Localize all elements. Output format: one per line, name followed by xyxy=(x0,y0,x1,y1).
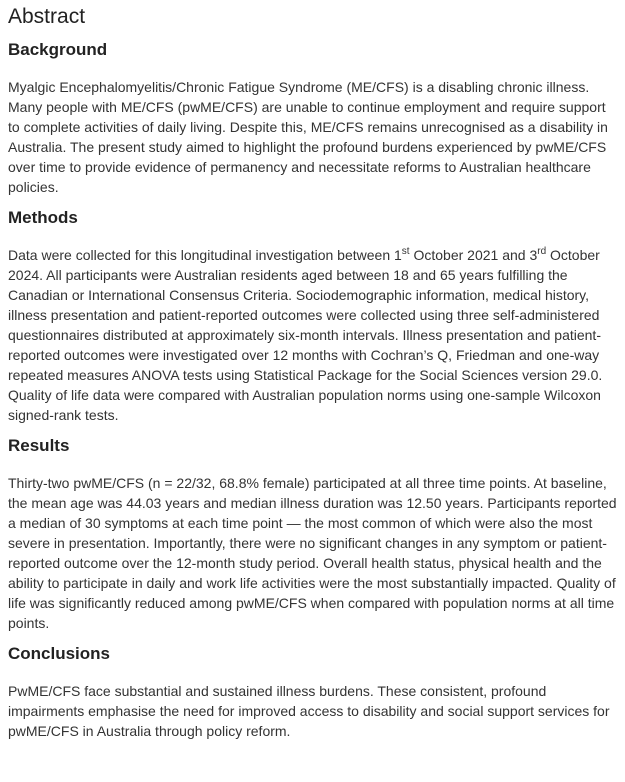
results-text: Thirty-two pwME/CFS (n = 22/32, 68.8% female) participated at all three time points. At baseline, the mean age was 44.03 years and median illness duration was 12.50 years. Participants reported a median of 30 symptoms at each time point — the most common of which were also the most severe in presentation. Importantly, there were no significant changes in any symptom or patient-reported outcome over the 12-month study period. Overall health status, physical health and the ability to participate in daily and work life activities were the most substantially impacted. Quality of life was significantly reduced among pwME/CFS when compared with population norms at all time points. xyxy=(8,475,617,631)
conclusions-section xyxy=(8,643,617,741)
abstract-title: Abstract xyxy=(8,5,86,28)
methods-sup-st: st xyxy=(401,246,410,257)
methods-section xyxy=(8,207,617,425)
results-heading: Results xyxy=(8,436,70,455)
methods-text xyxy=(8,245,617,425)
background-heading: Background xyxy=(8,40,108,59)
methods-sup-rd: rd xyxy=(537,246,547,257)
methods-heading: Methods xyxy=(8,208,78,227)
methods-text-part2: October 2021 and 3 xyxy=(409,247,538,263)
background-text: Myalgic Encephalomyelitis/Chronic Fatigue Syndrome (ME/CFS) is a disabling chronic illness. Many people with ME/CFS (pwME/CFS) are unable to continue employment and require support to complete activities of daily living. Despite this, ME/CFS remains unrecognised as a disability in Australia. The present study aimed to highlight the profound burdens experienced by pwME/CFS over time to provide evidence of permanency and necessitate reforms to Australian healthcare policies. xyxy=(8,79,608,195)
methods-text-part1: Data were collected for this longitudinal investigation between 1 xyxy=(8,247,402,263)
conclusions-text: PwME/CFS face substantial and sustained illness burdens. These consistent, profound impairments emphasise the need for improved access to disability and social support services for pwME/CFS in Australia through policy reform. xyxy=(8,683,610,739)
methods-text-part3: October 2024. All participants were Australian residents aged between 18 and 65 years fulfilling the Canadian or International Consensus Criteria. Sociodemographic information, medical history, illness presentation and patient-reported outcomes were collected using three self-administered questionnaires distributed at approximately six-month intervals. Illness presentation and patient-reported outcomes were investigated over 12 months with Cochran’s Q, Friedman and one-way repeated measures ANOVA tests using Statistical Package for the Social Sciences version 29.0. Quality of life data were compared with Australian population norms using one-sample Wilcoxon signed-rank tests. xyxy=(8,247,603,423)
conclusions-heading: Conclusions xyxy=(8,644,111,663)
results-section xyxy=(8,435,617,633)
background-section xyxy=(8,39,617,197)
